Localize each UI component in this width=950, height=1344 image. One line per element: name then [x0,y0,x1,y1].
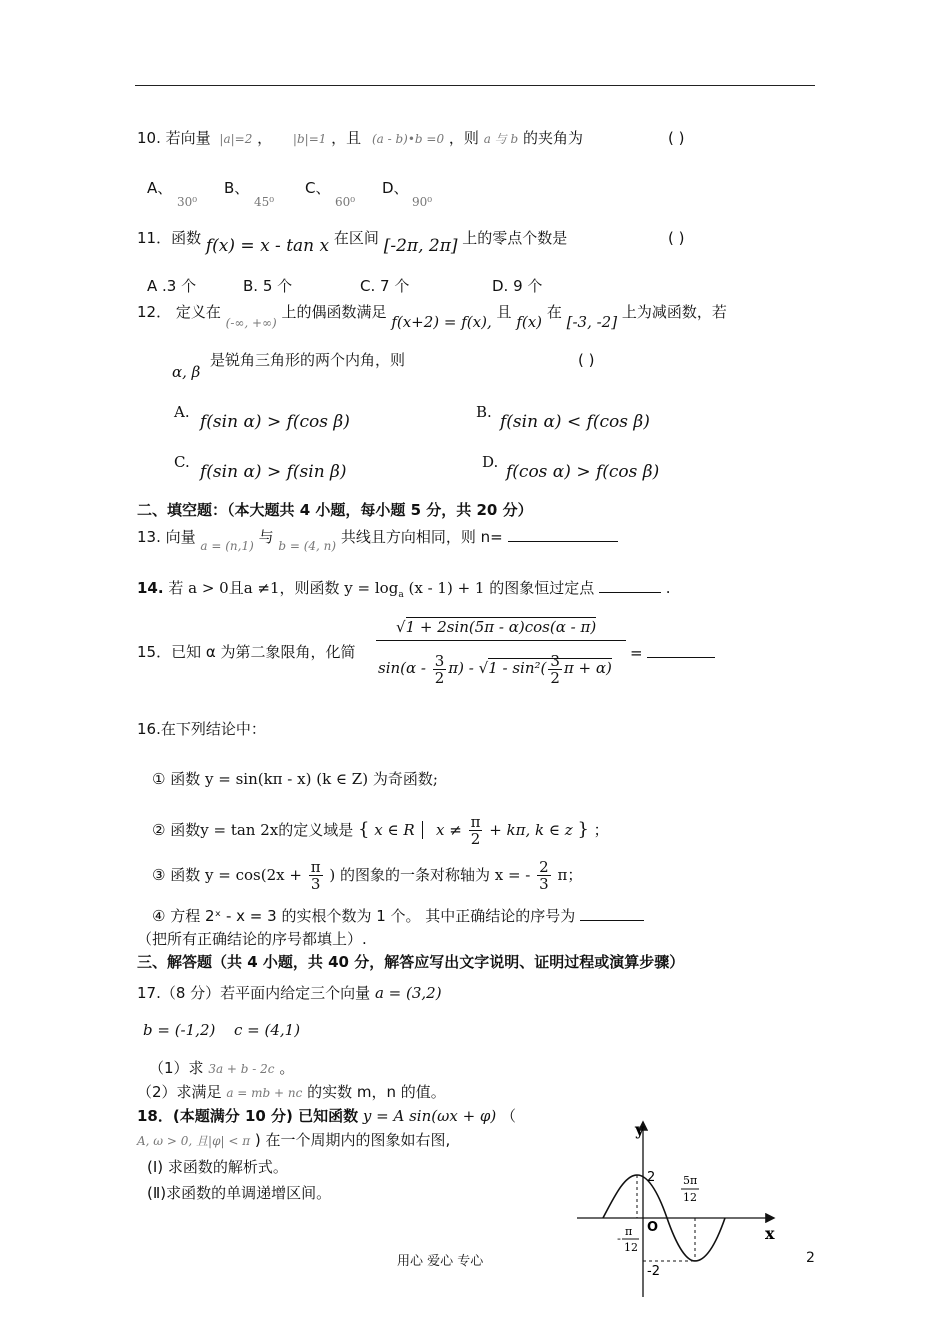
q16-answer-blank[interactable] [580,906,644,921]
q10-option-b: 45⁰ [254,195,275,209]
q13-vec-b: b = (4, n) [278,539,337,553]
q12-paren: ( ) [578,351,595,369]
q18-func: y = A sin(ωx + φ) [362,1107,497,1125]
header-rule [135,85,815,86]
q12-option-d-label: D. [482,453,499,471]
q10-option-d-label: D、 [382,179,409,197]
q11-option-c: C. 7 个 [360,277,410,295]
q15-fraction-bar [376,640,626,641]
q10-option-c: 60⁰ [335,195,356,209]
q14-answer-blank[interactable] [599,578,661,593]
q15-denominator: sin(α - $\frac{3}{2}$ π) - √1 - sin²( $\frac{3}{2}$ π + α) [378,651,612,687]
min-value-label: -2 [647,1264,660,1279]
q15-equals: = [630,643,715,663]
q17-vec-b: b = (-1,2) [143,1021,216,1039]
q10-vec-pair: a 与 b [483,132,519,146]
q13-stem: 13. 向量 $_{a = (n,1)}$ 与 $_{b = (4, n)}$ 共线且方向相同，则 n= [137,527,618,548]
q16-note: （把所有正确结论的序号都填上）. [137,930,367,948]
q12-option-c: f(sin α) > f(sin β) [200,462,347,482]
q16-statement-4: ④ 方程 2ˣ - x = 3 的实根个数为 1 个。 其中正确结论的序号为 [152,906,644,926]
q10-cond-b: |b|=1 [292,132,327,146]
q18-stem: 18．(本题满分 10 分) 已知函数 y = A sin(ωx + φ) （ [137,1107,517,1125]
section-fill-in-heading: 二、填空题：（本大题共 4 小题，每小题 5 分，共 20 分） [137,501,533,519]
q11-option-a: A .3 个 [147,277,197,295]
q12-angles: α, β [172,363,201,381]
q13-vec-a: a = (n,1) [200,539,254,553]
q16-statement-1: ① 函数 y = sin(kπ - x) (k ∈ Z) 为奇函数; [152,770,438,788]
q17-stem: 17.（8 分）若平面内给定三个向量 a = (3,2) [137,984,442,1002]
sine-graph [575,1115,785,1300]
q18-part-1: (Ⅰ) 求函数的解析式。 [147,1158,288,1176]
q16-statement-3: ③ 函数 y = cos(2x + $\frac{\pi}{3}$ ) 的图象的一条对称轴为 x = - $\frac{2}{3}$ π； [152,858,583,893]
q18-condition: A, ω > 0, 且|φ| < π ) 在一个周期内的图象如右图, [137,1131,451,1149]
q17-vec-c: c = (4,1) [234,1021,301,1039]
y-axis-label: y [635,1120,645,1139]
q10-label: 10. 若向量 [137,129,211,147]
q10-paren: ( ) [668,129,685,147]
q10-option-a-label: A、 [147,179,173,197]
x-axis-label: x [765,1224,775,1243]
q16-stem: 16.在下列结论中： [137,720,266,738]
left-tick-den: 12 [624,1241,638,1254]
q17-part-1: （1）求 3a + b - 2c 。 [149,1059,295,1077]
q12-option-b-label: B. [476,403,492,421]
q12-condition: f(x+2) = f(x), [391,313,492,331]
q10-cond-a: |a|=2 [219,132,253,146]
origin-label: O [647,1220,659,1235]
q15-stem: 15．已知 α 为第二象限角，化简 [137,643,356,661]
right-tick-den: 12 [683,1191,697,1204]
q10-option-a: 30⁰ [177,195,198,209]
q11-paren: ( ) [668,229,685,247]
q15-answer-blank[interactable] [647,643,715,658]
q10-option-b-label: B、 [224,179,250,197]
q11-func: f(x) = x - tan x [205,236,330,256]
q15-numerator: √1 + 2sin(5π - α)cos(α - π) [396,618,597,636]
footer-slogan: 用心 爱心 专心 [397,1254,484,1269]
q12-interval: [-3, -2] [566,313,618,331]
q12-domain: (-∞, +∞) [225,316,277,330]
q12-stem: 12． 定义在 $_{(-\infty, +\infty)}$ 上的偶函数满足 f(x+2) = f(x), 且 f(x) 在 [-3, -2] 上为减函数，若 [137,303,727,331]
left-tick-num: π [625,1225,633,1238]
section-solutions-heading: 三、解答题（共 4 小题，共 40 分，解答应写出文字说明、证明过程或演算步骤） [137,953,685,971]
q12-option-d: f(cos α) > f(cos β) [506,462,660,482]
q14-stem: 14. 若 a > 0且a ≠1，则函数 $y = \log_a (x - 1) + 1$ 的图象恒过定点 . [137,579,671,600]
q10-cond-ab: (a - b)•b =0 [371,132,445,146]
q16-statement-2: ② 函数y = tan 2x的定义域是 { x ∈ R x ≠ $\frac{\pi}{2}$ + kπ, k ∈ z } ； [152,813,609,848]
q12-stem-2: 是锐角三角形的两个内角，则 [210,351,406,369]
q10-stem: 10. 若向量 |a|=2 ， |b|=1 ，且 (a - b)•b =0 ，则 a 与 b 的夹角为 [137,129,583,147]
page-number: 2 [806,1250,815,1266]
q12-option-b: f(sin α) < f(cos β) [500,412,650,432]
q11-option-d: D. 9 个 [492,277,543,295]
q11-interval: [-2π, 2π] [383,236,458,256]
q18-part-2: (Ⅱ)求函数的单调递增区间。 [147,1184,332,1202]
q12-option-a: f(sin α) > f(cos β) [200,412,350,432]
q11-stem: 11．函数 f(x) = x - tan x 在区间 [-2π, 2π] 上的零点个数是 [137,229,568,256]
q12-option-c-label: C. [174,453,190,471]
left-tick-sign: - [617,1232,621,1245]
q17-part-2: （2）求满足 a = mb + nc 的实数 m，n 的值。 [137,1083,446,1101]
right-tick-num: 5π [683,1174,698,1187]
q11-option-b: B. 5 个 [243,277,293,295]
q13-answer-blank[interactable] [508,527,618,542]
q12-option-a-label: A. [174,403,190,421]
max-value-label: 2 [647,1170,656,1185]
q10-option-c-label: C、 [305,179,331,197]
q10-option-d: 90⁰ [412,195,433,209]
q17-vec-a: a = (3,2) [374,984,442,1002]
